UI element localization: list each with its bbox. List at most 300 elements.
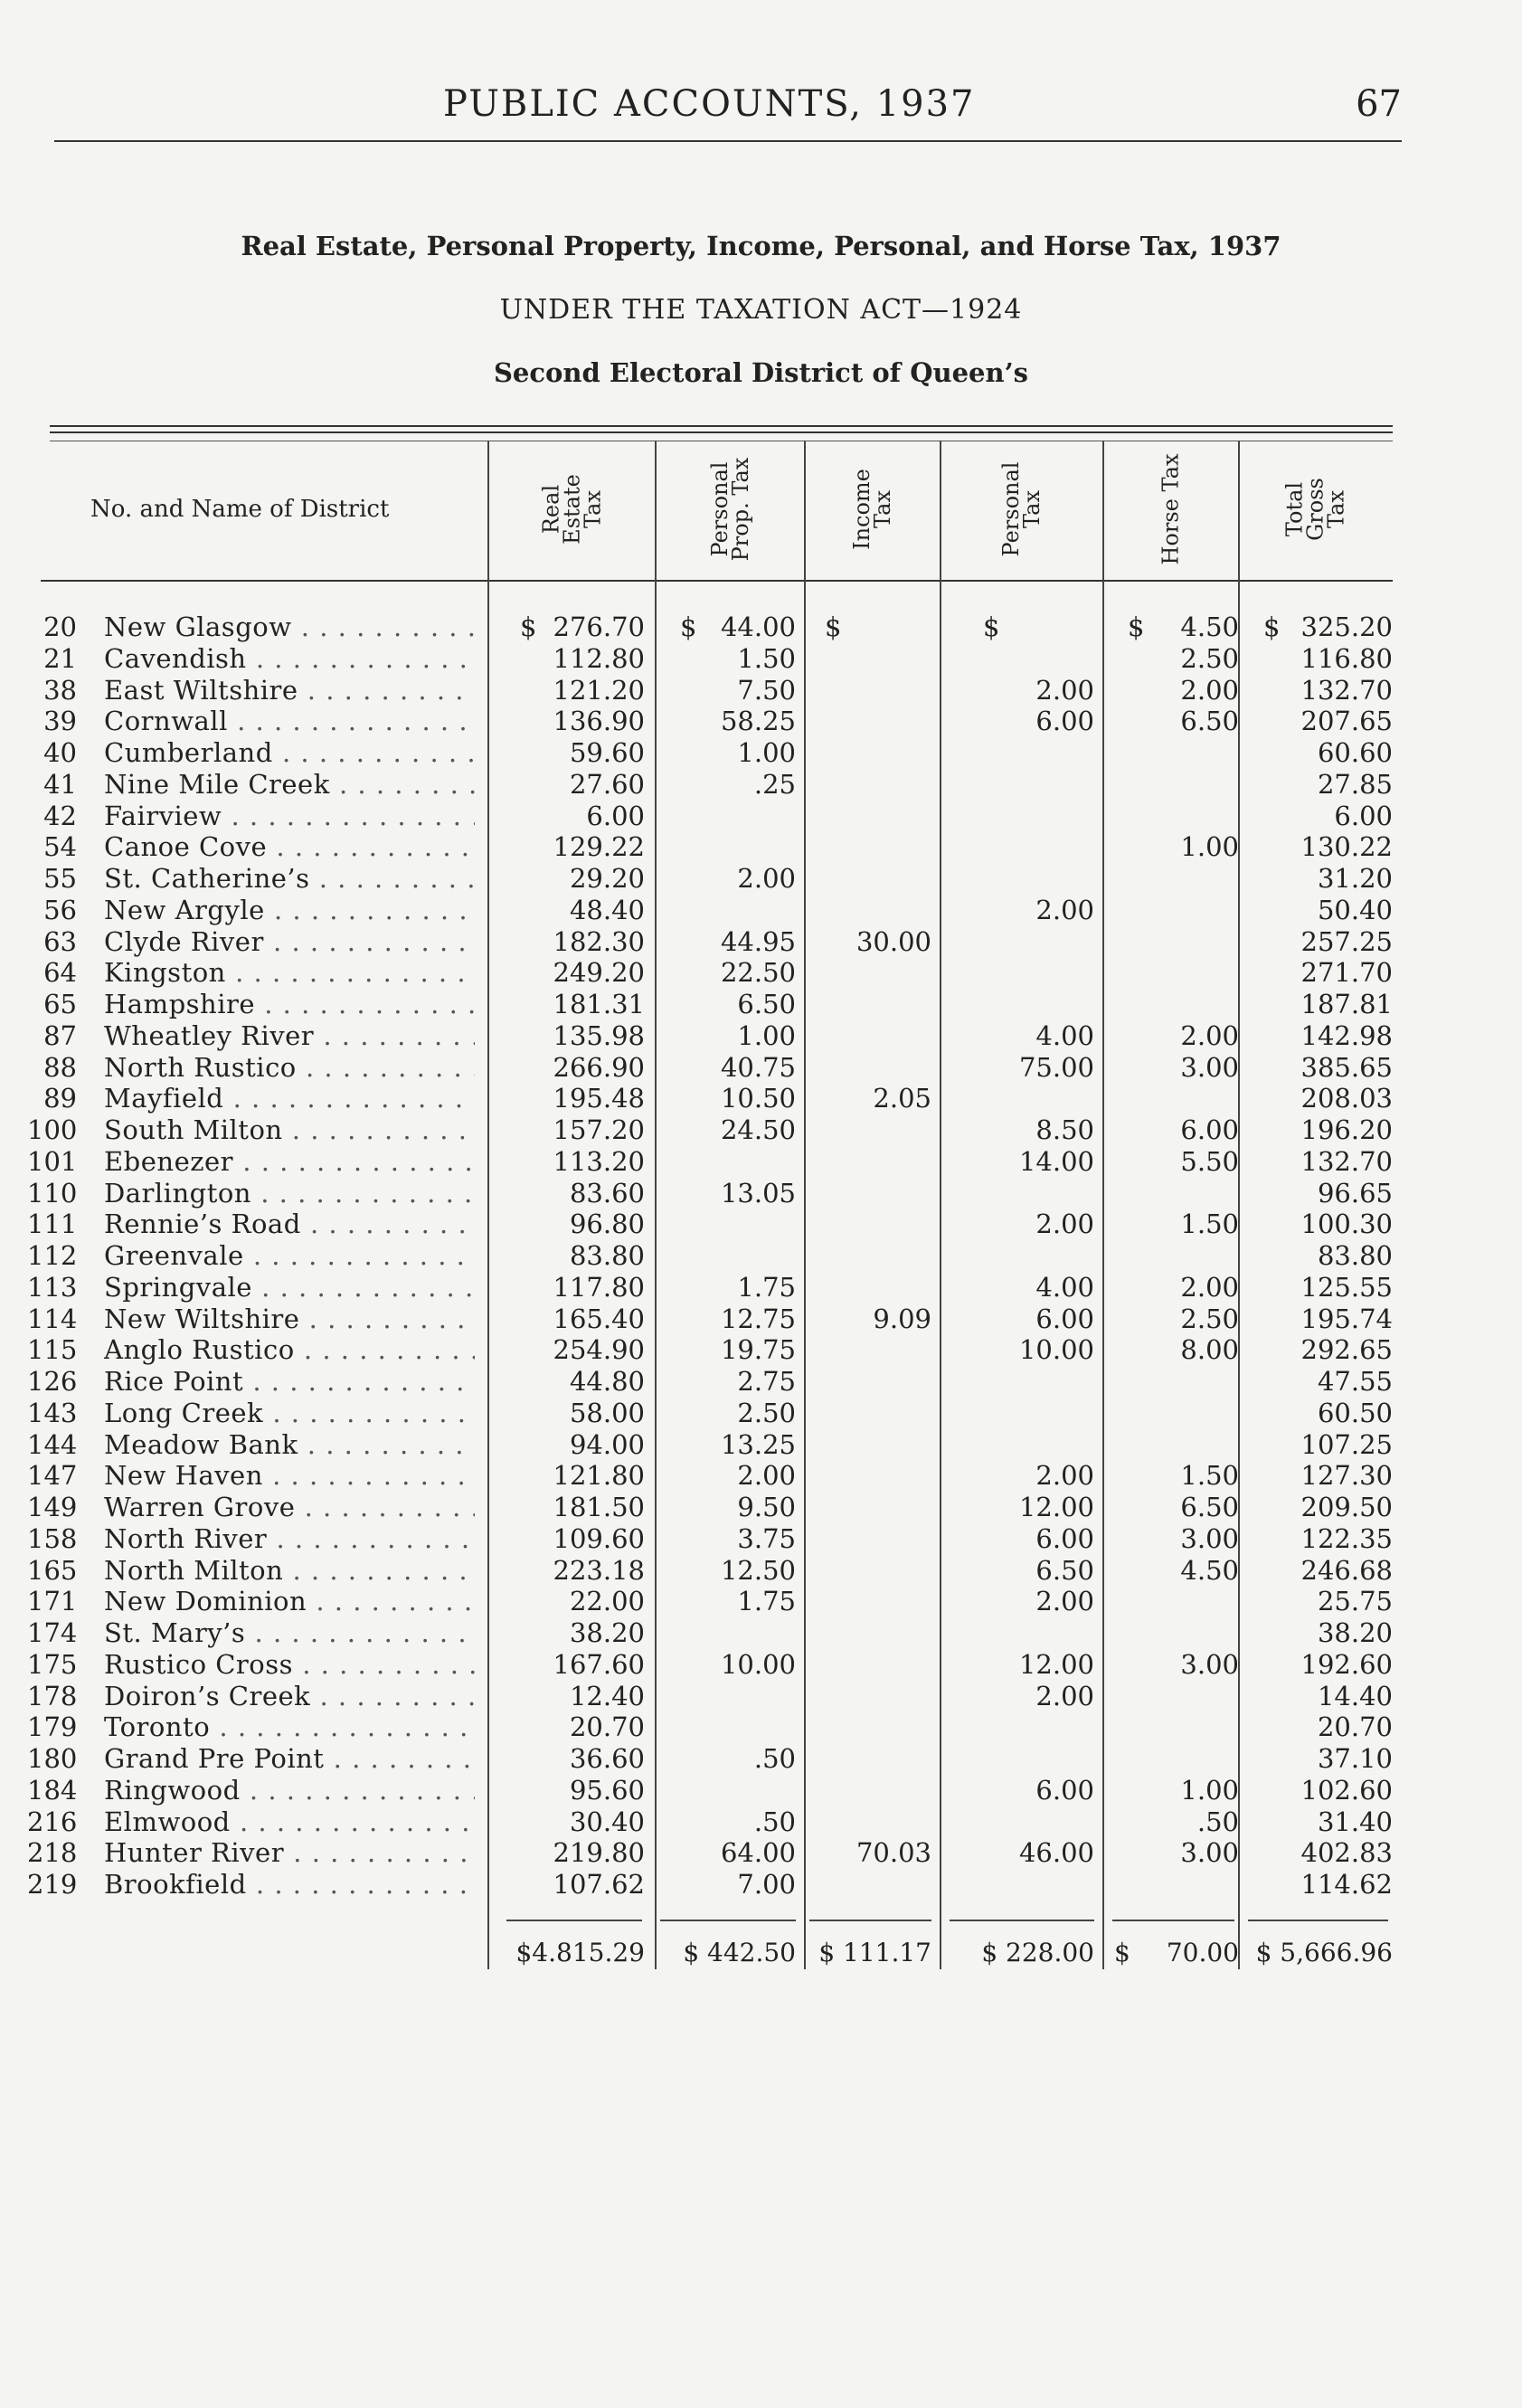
- total-gross-tax: 192.60: [1300, 1648, 1393, 1680]
- header-line: Estate: [559, 474, 584, 545]
- table-row: [0, 863, 1522, 895]
- total-gross-tax: 6.00: [1334, 800, 1393, 831]
- total-gross-tax: 127.30: [1300, 1460, 1393, 1492]
- table-row: [0, 989, 1522, 1020]
- row-number: 55: [43, 863, 77, 894]
- table-row: [0, 1429, 1522, 1461]
- personal-prop-tax: 2.00: [737, 1460, 796, 1492]
- real-estate-tax: 276.70: [553, 611, 645, 642]
- header-line: Income: [849, 469, 874, 550]
- horse-tax: 6.00: [1180, 1114, 1239, 1145]
- personal-tax: 14.00: [1018, 1145, 1094, 1177]
- table-row: [0, 706, 1522, 737]
- real-estate-tax: 117.80: [553, 1271, 645, 1303]
- real-estate-tax: 129.22: [553, 831, 645, 863]
- total-gross-tax: 132.70: [1300, 674, 1393, 706]
- table-subtitle: UNDER THE TAXATION ACT—1924: [499, 294, 1023, 326]
- total-gross-tax: 292.65: [1300, 1334, 1393, 1366]
- horse-tax: 2.50: [1180, 642, 1239, 674]
- row-number: 110: [27, 1177, 78, 1209]
- horse-tax: 2.00: [1180, 1271, 1239, 1303]
- header-personal-tax: [941, 441, 1103, 578]
- real-estate-tax: 29.20: [569, 863, 645, 894]
- personal-prop-tax: 12.50: [720, 1554, 796, 1586]
- district-name: Ringwood . . .: [104, 1775, 475, 1806]
- total-gross-tax: 116.80: [1300, 642, 1393, 674]
- row-number: 178: [27, 1680, 78, 1711]
- sum-rule: [506, 1920, 642, 1921]
- personal-tax: 6.50: [1035, 1554, 1094, 1586]
- sum-rule: [660, 1920, 796, 1921]
- real-estate-tax: 6.00: [586, 800, 645, 831]
- real-estate-tax: 94.00: [569, 1428, 645, 1460]
- district-name: Hunter River . . .: [104, 1837, 475, 1868]
- district-name: Elmwood . . .: [104, 1806, 475, 1837]
- personal-tax: 8.50: [1035, 1114, 1094, 1145]
- header-line: Horse Tax: [1158, 453, 1184, 565]
- total-gross-tax: 37.10: [1317, 1743, 1393, 1774]
- real-estate-tax: 254.90: [553, 1334, 645, 1366]
- table-row: [0, 1366, 1522, 1398]
- row-number: 39: [43, 706, 77, 737]
- row-number: 21: [43, 642, 77, 674]
- district-name: Mayfield . . .: [104, 1083, 475, 1114]
- row-number: 219: [27, 1869, 78, 1900]
- real-estate-tax: 195.48: [553, 1083, 645, 1114]
- row-number: 88: [43, 1051, 77, 1083]
- row-number: 165: [27, 1554, 78, 1586]
- personal-tax: 10.00: [1018, 1334, 1094, 1366]
- personal-prop-tax: 1.75: [737, 1271, 796, 1303]
- real-estate-tax: 135.98: [553, 1019, 645, 1051]
- personal-prop-tax: 6.50: [737, 989, 796, 1019]
- personal-tax: 4.00: [1035, 1019, 1094, 1051]
- row-number: 42: [43, 800, 77, 831]
- row-number: 101: [27, 1145, 78, 1177]
- row-number: 179: [27, 1711, 78, 1743]
- horse-tax: .50: [1196, 1806, 1239, 1837]
- table-row: [0, 957, 1522, 989]
- table-row: [0, 1869, 1522, 1901]
- real-estate-tax: 112.80: [553, 642, 645, 674]
- row-number: 126: [27, 1366, 78, 1397]
- total-gross-tax: 27.85: [1317, 768, 1393, 800]
- total-gross-tax: 38.20: [1317, 1617, 1393, 1648]
- total-horse-dollar: $: [1114, 1938, 1130, 1967]
- table-title: Real Estate, Personal Property, Income, Personal, and Horse Tax, 1937: [241, 231, 1281, 261]
- district-name: East Wiltshire . . .: [104, 675, 475, 706]
- row-number: 113: [27, 1271, 78, 1303]
- real-estate-tax: 249.20: [553, 957, 645, 989]
- total-gross-tax: 385.65: [1300, 1051, 1393, 1083]
- real-estate-tax: 83.80: [569, 1240, 645, 1271]
- row-number: 56: [43, 894, 77, 925]
- dollar-sign: $: [983, 611, 1000, 642]
- personal-prop-tax: 13.05: [720, 1177, 796, 1209]
- total-gross-tax: 196.20: [1300, 1114, 1393, 1145]
- table-row: [0, 1272, 1522, 1304]
- personal-prop-tax: .25: [753, 768, 796, 800]
- header-line: Tax: [1019, 490, 1045, 529]
- total-gross-tax: 130.22: [1300, 831, 1393, 863]
- personal-prop-tax: 1.50: [737, 642, 796, 674]
- district-name: New Glasgow . . .: [104, 611, 475, 642]
- table-row: [0, 1711, 1522, 1743]
- table-row: [0, 926, 1522, 958]
- district-title: Second Electoral District of Queen’s: [493, 357, 1028, 388]
- running-head: [54, 83, 1402, 137]
- header-total-gross-tax: [1239, 441, 1393, 578]
- row-number: 174: [27, 1617, 78, 1648]
- row-number: 171: [27, 1586, 78, 1617]
- header-line: Tax: [1323, 490, 1349, 529]
- personal-prop-tax: .50: [753, 1806, 796, 1837]
- table-row: [0, 1492, 1522, 1523]
- dollar-sign: $: [680, 611, 697, 642]
- table-row: [0, 1837, 1522, 1869]
- header-line: Tax: [870, 490, 895, 529]
- table-row: [0, 1146, 1522, 1178]
- district-name: Hampshire . . .: [104, 989, 475, 1019]
- total-gross-tax: 114.62: [1300, 1869, 1393, 1900]
- district-name: Springvale . . .: [104, 1272, 475, 1303]
- real-estate-tax: 107.62: [553, 1869, 645, 1900]
- table-row: [0, 831, 1522, 863]
- district-name: Warren Grove . . .: [104, 1492, 475, 1522]
- real-estate-tax: 181.31: [553, 989, 645, 1019]
- personal-tax: 6.00: [1035, 1303, 1094, 1334]
- personal-tax: 2.00: [1035, 1586, 1094, 1617]
- table-row: [0, 801, 1522, 832]
- personal-tax: 12.00: [1018, 1492, 1094, 1522]
- row-number: 147: [27, 1460, 78, 1492]
- sum-rule: [1248, 1920, 1388, 1921]
- real-estate-tax: 219.80: [553, 1837, 645, 1869]
- header-total-text: [1281, 478, 1349, 541]
- personal-prop-tax: 24.50: [720, 1114, 796, 1145]
- table-row: [0, 1398, 1522, 1429]
- total-horse: 70.00: [1166, 1938, 1239, 1967]
- header-line: Real: [538, 484, 563, 535]
- personal-prop-tax: 2.00: [737, 863, 796, 894]
- table-row: [0, 769, 1522, 801]
- real-estate-tax: 83.60: [569, 1177, 645, 1209]
- total-gross-tax: 60.50: [1317, 1397, 1393, 1428]
- real-estate-tax: 20.70: [569, 1711, 645, 1743]
- total-gross-tax: 142.98: [1300, 1019, 1393, 1051]
- district-name: Fairview . . .: [104, 801, 475, 831]
- real-estate-tax: 48.40: [569, 894, 645, 925]
- total-gross-tax: 325.20: [1300, 611, 1393, 642]
- row-number: 63: [43, 925, 77, 957]
- total-gross-tax: 209.50: [1300, 1492, 1393, 1522]
- total-gross-tax: 14.40: [1317, 1680, 1393, 1711]
- row-number: 89: [43, 1083, 77, 1114]
- personal-prop-tax: 58.25: [720, 706, 796, 737]
- row-number: 112: [27, 1240, 78, 1271]
- row-number: 40: [43, 737, 77, 768]
- dollar-sign: $: [1263, 611, 1281, 642]
- personal-prop-tax: 22.50: [720, 957, 796, 989]
- personal-prop-tax: 7.50: [737, 674, 796, 706]
- district-name: Clyde River . . .: [104, 926, 475, 957]
- total-gross-tax: 83.80: [1317, 1240, 1393, 1271]
- total-gross-tax: 208.03: [1300, 1083, 1393, 1114]
- district-name: Nine Mile Creek . . .: [104, 769, 475, 800]
- district-name: Doiron’s Creek . . .: [104, 1681, 475, 1711]
- real-estate-tax: 167.60: [553, 1648, 645, 1680]
- district-name: South Milton . . .: [104, 1114, 475, 1145]
- total-gross-tax: 402.83: [1300, 1837, 1393, 1869]
- row-number: 184: [27, 1774, 78, 1806]
- district-name: Brookfield . . .: [104, 1869, 475, 1900]
- total-gross: $ 5,666.96: [1255, 1938, 1393, 1967]
- district-name: Kingston . . .: [104, 957, 475, 988]
- table-top-rule-double: [50, 431, 1393, 433]
- real-estate-tax: 136.90: [553, 706, 645, 737]
- district-name: North Milton . . .: [104, 1555, 475, 1586]
- dollar-sign: $: [520, 611, 537, 642]
- district-name: Rustico Cross . . .: [104, 1649, 475, 1680]
- district-name: New Wiltshire . . .: [104, 1304, 475, 1334]
- total-gross-tax: 122.35: [1300, 1522, 1393, 1554]
- table-row: [0, 1806, 1522, 1838]
- row-number: 115: [27, 1334, 78, 1366]
- district-name: Rennie’s Road . . .: [104, 1209, 475, 1239]
- horse-tax: 3.00: [1180, 1648, 1239, 1680]
- header-line: Gross: [1302, 478, 1328, 541]
- personal-prop-tax: 3.75: [737, 1522, 796, 1554]
- total-gross-tax: 31.40: [1317, 1806, 1393, 1837]
- table-row: [0, 895, 1522, 926]
- stub-header: No. and Name of District: [90, 496, 390, 523]
- personal-prop-tax: 1.00: [737, 1019, 796, 1051]
- horse-tax: 2.00: [1180, 1019, 1239, 1051]
- page-number: 67: [1356, 83, 1402, 125]
- total-gross-tax: 207.65: [1300, 706, 1393, 737]
- horse-tax: 5.50: [1180, 1145, 1239, 1177]
- header-rule: [54, 140, 1402, 142]
- table-row: [0, 1681, 1522, 1712]
- horse-tax: 6.50: [1180, 706, 1239, 737]
- personal-prop-tax: 13.25: [720, 1428, 796, 1460]
- income-tax: 9.09: [873, 1303, 931, 1334]
- personal-prop-tax: 1.00: [737, 737, 796, 768]
- district-name: Canoe Cove . . .: [104, 831, 475, 862]
- real-estate-tax: 38.20: [569, 1617, 645, 1648]
- header-personal-prop-text: [706, 457, 753, 562]
- district-name: Long Creek . . .: [104, 1398, 475, 1428]
- row-number: 54: [43, 831, 77, 863]
- horse-tax: 4.50: [1180, 611, 1239, 642]
- header-line: Prop. Tax: [727, 457, 753, 562]
- personal-prop-tax: 9.50: [737, 1492, 796, 1522]
- horse-tax: 8.00: [1180, 1334, 1239, 1366]
- district-name: North River . . .: [104, 1523, 475, 1554]
- table-row: [0, 1649, 1522, 1681]
- table-row: [0, 675, 1522, 706]
- district-name: Ebenezer . . .: [104, 1146, 475, 1177]
- personal-tax: 4.00: [1035, 1271, 1094, 1303]
- personal-prop-tax: 44.00: [720, 611, 796, 642]
- total-gross-tax: 187.81: [1300, 989, 1393, 1019]
- row-number: 111: [27, 1209, 78, 1240]
- district-name: New Dominion . . .: [104, 1586, 475, 1616]
- dollar-sign: $: [1128, 611, 1145, 642]
- table-row: [0, 1586, 1522, 1617]
- table-row: [0, 737, 1522, 769]
- district-name: North Rustico . . .: [104, 1052, 475, 1083]
- table-row: [0, 1555, 1522, 1587]
- table-row: [0, 1334, 1522, 1366]
- header-line: Tax: [580, 490, 605, 529]
- row-number: 149: [27, 1492, 78, 1522]
- header-horse-text: [1158, 453, 1184, 565]
- total-personal-prop: $ 442.50: [683, 1938, 796, 1967]
- row-number: 114: [27, 1303, 78, 1334]
- table-row: [0, 1775, 1522, 1806]
- table-row: [0, 1083, 1522, 1114]
- total-gross-tax: 132.70: [1300, 1145, 1393, 1177]
- table-row: [0, 1460, 1522, 1492]
- table-row: [0, 1304, 1522, 1335]
- table-row: [0, 1052, 1522, 1084]
- row-number: 20: [43, 611, 77, 642]
- table-row: [0, 1617, 1522, 1649]
- header-line: Personal: [998, 461, 1024, 557]
- horse-tax: 1.00: [1180, 1774, 1239, 1806]
- real-estate-tax: 27.60: [569, 768, 645, 800]
- horse-tax: 3.00: [1180, 1522, 1239, 1554]
- horse-tax: 2.50: [1180, 1303, 1239, 1334]
- real-estate-tax: 181.50: [553, 1492, 645, 1522]
- header-horse-tax: [1103, 441, 1239, 578]
- district-name: Cumberland . . .: [104, 737, 475, 768]
- real-estate-tax: 165.40: [553, 1303, 645, 1334]
- total-real-estate: $4.815.29: [515, 1938, 645, 1967]
- personal-prop-tax: 2.75: [737, 1366, 796, 1397]
- row-number: 65: [43, 989, 77, 1019]
- total-gross-tax: 25.75: [1317, 1586, 1393, 1617]
- total-gross-tax: 107.25: [1300, 1428, 1393, 1460]
- horse-tax: 3.00: [1180, 1051, 1239, 1083]
- real-estate-tax: 182.30: [553, 925, 645, 957]
- total-gross-tax: 195.74: [1300, 1303, 1393, 1334]
- header-personal-prop-tax: [656, 441, 805, 578]
- district-name: Toronto . . .: [104, 1711, 475, 1742]
- header-real-estate-tax: [488, 441, 656, 578]
- row-number: 180: [27, 1743, 78, 1774]
- sum-rule: [809, 1920, 931, 1921]
- total-gross-tax: 257.25: [1300, 925, 1393, 957]
- personal-tax: 2.00: [1035, 1209, 1094, 1240]
- row-number: 218: [27, 1837, 78, 1869]
- personal-prop-tax: 7.00: [737, 1869, 796, 1900]
- row-number: 41: [43, 768, 77, 800]
- horse-tax: 4.50: [1180, 1554, 1239, 1586]
- income-tax: 2.05: [873, 1083, 931, 1114]
- header-income-text: [849, 469, 895, 550]
- table-top-rule: [50, 425, 1393, 427]
- district-name: Rice Point . . .: [104, 1366, 475, 1397]
- district-name: Anglo Rustico . . .: [104, 1334, 475, 1365]
- total-gross-tax: 100.30: [1300, 1209, 1393, 1240]
- real-estate-tax: 44.80: [569, 1366, 645, 1397]
- horse-tax: 3.00: [1180, 1837, 1239, 1869]
- district-name: New Argyle . . .: [104, 895, 475, 925]
- real-estate-tax: 96.80: [569, 1209, 645, 1240]
- horse-tax: 2.00: [1180, 674, 1239, 706]
- personal-tax: 2.00: [1035, 1680, 1094, 1711]
- row-number: 158: [27, 1522, 78, 1554]
- personal-tax: 2.00: [1035, 894, 1094, 925]
- total-gross-tax: 271.70: [1300, 957, 1393, 989]
- district-name: Cornwall . . .: [104, 706, 475, 736]
- horse-tax: 1.00: [1180, 831, 1239, 863]
- header-line: Total: [1281, 481, 1308, 537]
- real-estate-tax: 113.20: [553, 1145, 645, 1177]
- total-gross-tax: 125.55: [1300, 1271, 1393, 1303]
- personal-tax: 2.00: [1035, 674, 1094, 706]
- table-row: [0, 1209, 1522, 1240]
- total-gross-tax: 47.55: [1317, 1366, 1393, 1397]
- personal-tax: 6.00: [1035, 706, 1094, 737]
- header-bottom-rule: [41, 580, 1393, 582]
- row-number: 143: [27, 1397, 78, 1428]
- income-tax: 70.03: [856, 1837, 931, 1869]
- table-row: [0, 1743, 1522, 1775]
- real-estate-tax: 95.60: [569, 1774, 645, 1806]
- total-gross-tax: 31.20: [1317, 863, 1393, 894]
- personal-prop-tax: 44.95: [720, 925, 796, 957]
- personal-tax: 75.00: [1018, 1051, 1094, 1083]
- header-income-tax: [805, 441, 941, 578]
- personal-prop-tax: 10.50: [720, 1083, 796, 1114]
- real-estate-tax: 223.18: [553, 1554, 645, 1586]
- personal-tax: 2.00: [1035, 1460, 1094, 1492]
- totals-row: [0, 1938, 1522, 1969]
- personal-prop-tax: 19.75: [720, 1334, 796, 1366]
- real-estate-tax: 30.40: [569, 1806, 645, 1837]
- total-gross-tax: 60.60: [1317, 737, 1393, 768]
- district-name: Cavendish . . .: [104, 643, 475, 674]
- row-number: 87: [43, 1019, 77, 1051]
- header-line: Personal: [706, 461, 733, 557]
- header-personal-text: [998, 461, 1045, 557]
- running-title: PUBLIC ACCOUNTS, 1937: [443, 83, 976, 125]
- real-estate-tax: 22.00: [569, 1586, 645, 1617]
- dollar-sign: $: [825, 611, 842, 642]
- total-personal: $ 228.00: [981, 1938, 1094, 1967]
- district-name: St. Mary’s . . .: [104, 1617, 475, 1648]
- table-row: [0, 1178, 1522, 1209]
- total-income: $ 111.17: [818, 1938, 931, 1967]
- personal-tax: 6.00: [1035, 1522, 1094, 1554]
- personal-prop-tax: 40.75: [720, 1051, 796, 1083]
- real-estate-tax: 157.20: [553, 1114, 645, 1145]
- real-estate-tax: 59.60: [569, 737, 645, 768]
- personal-prop-tax: 1.75: [737, 1586, 796, 1617]
- personal-prop-tax: .50: [753, 1743, 796, 1774]
- real-estate-tax: 12.40: [569, 1680, 645, 1711]
- row-number: 144: [27, 1428, 78, 1460]
- horse-tax: 1.50: [1180, 1209, 1239, 1240]
- district-name: Wheatley River . . .: [104, 1020, 475, 1051]
- total-gross-tax: 20.70: [1317, 1711, 1393, 1743]
- total-gross-tax: 96.65: [1317, 1177, 1393, 1209]
- row-number: 64: [43, 957, 77, 989]
- district-name: Darlington . . .: [104, 1178, 475, 1209]
